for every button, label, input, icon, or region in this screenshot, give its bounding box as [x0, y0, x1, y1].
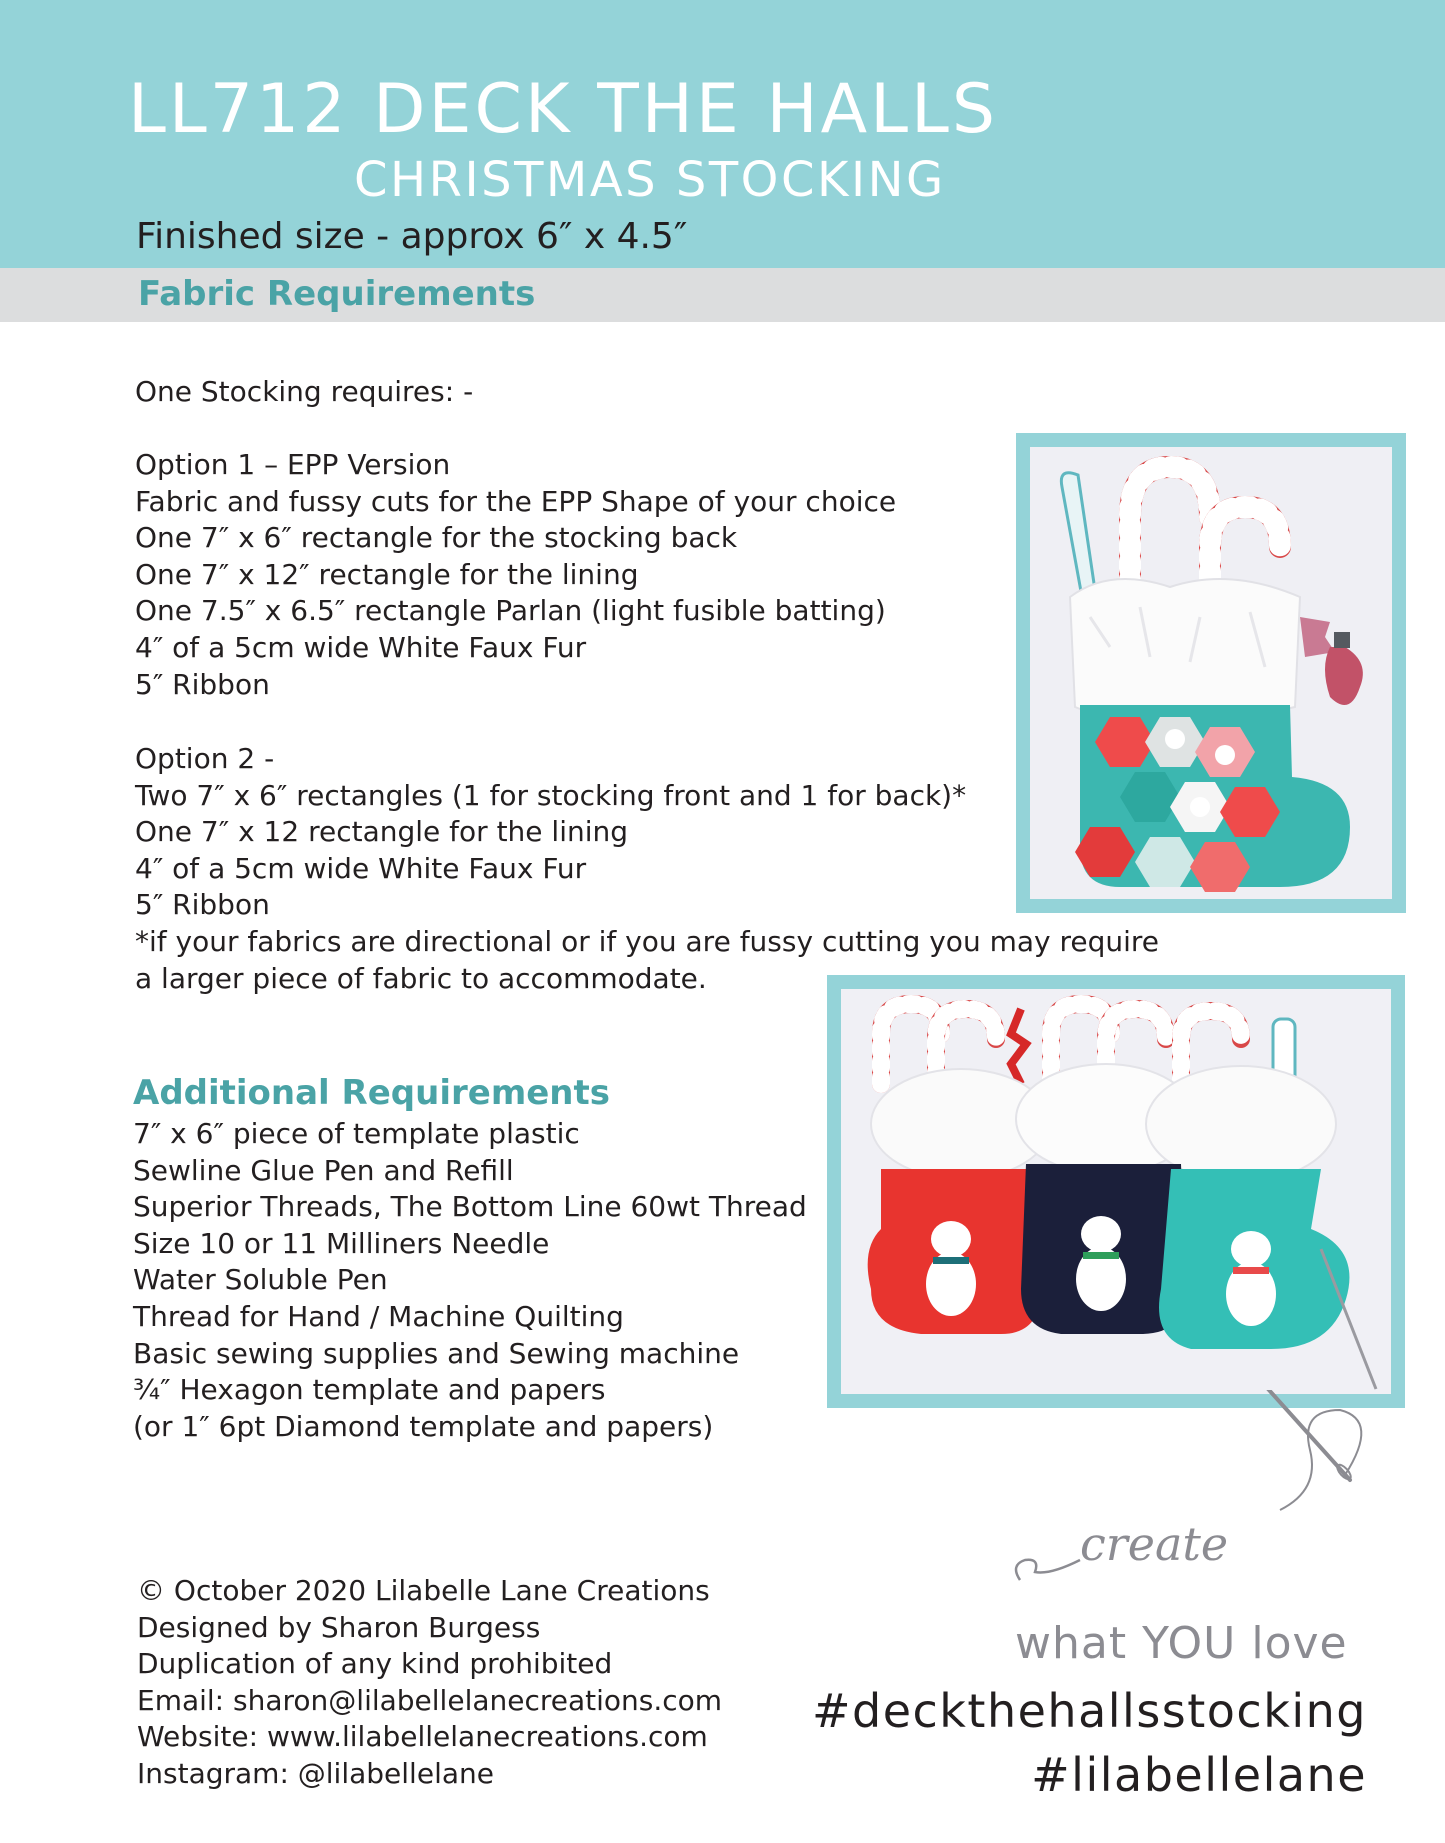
pattern-title: LL712 DECK THE HALLS [128, 70, 999, 149]
list-item: One 7.5″ x 6.5″ rectangle Parlan (light fusible batting) [135, 594, 886, 628]
list-item: Size 10 or 11 Milliners Needle [133, 1226, 550, 1260]
duplication-line: Duplication of any kind prohibited [137, 1647, 613, 1680]
photo-frame-epp-stocking [1016, 433, 1406, 913]
create-text: create [1080, 1517, 1229, 1571]
copyright-line: © October 2020 Lilabelle Lane Creations [137, 1574, 710, 1607]
designer-line: Designed by Sharon Burgess [137, 1610, 541, 1644]
list-item: One 7″ x 6″ rectangle for the stocking back [135, 521, 738, 555]
list-item: Basic sewing supplies and Sewing machine [133, 1336, 740, 1370]
list-item: Superior Threads, The Bottom Line 60wt Thread [133, 1190, 807, 1224]
list-item: 7″ x 6″ piece of template plastic [133, 1117, 580, 1150]
intro-line: One Stocking requires: - [135, 375, 474, 408]
list-item: Sewline Glue Pen and Refill [133, 1153, 514, 1187]
list-item: a larger piece of fabric to accommodate. [135, 961, 707, 995]
list-item: Water Soluble Pen [133, 1263, 388, 1297]
three-stockings-photo [841, 989, 1391, 1394]
instagram-line: Instagram: @lilabellelane [137, 1756, 494, 1790]
option1-list [135, 447, 896, 703]
list-item: 5″ Ribbon [135, 888, 270, 922]
what-you-love-text: what YOU love [1015, 1618, 1348, 1669]
intro-text [135, 374, 473, 411]
epp-stocking-illustration [1030, 447, 1392, 899]
list-item: One 7″ x 12″ rectangle for the lining [135, 557, 639, 591]
additional-requirements-heading: Additional Requirements [133, 1073, 610, 1113]
website-line: Website: www.lilabellelanecreations.com [137, 1720, 708, 1753]
list-item: 4″ of a 5cm wide White Faux Fur [135, 630, 587, 664]
hashtag-stocking: #deckthehallsstocking [811, 1684, 1367, 1738]
finished-size: Finished size - approx 6″ x 4.5″ [136, 216, 688, 257]
list-item: Two 7″ x 6″ rectangles (1 for stocking front and 1 for back)* [135, 778, 967, 812]
hashtag-lilabellelane: #lilabellelane [1031, 1748, 1367, 1802]
epp-stocking-photo [1030, 447, 1392, 899]
list-item: 5″ Ribbon [135, 667, 270, 701]
photo-frame-three-stockings [827, 975, 1405, 1408]
option2-list [135, 741, 1159, 997]
three-stockings-illustration [841, 989, 1391, 1394]
list-item: Thread for Hand / Machine Quilting [133, 1299, 624, 1333]
additional-list [133, 1116, 807, 1445]
fabric-requirements-heading: Fabric Requirements [138, 274, 536, 314]
list-item: ¾″ Hexagon template and papers [133, 1373, 606, 1407]
list-item: (or 1″ 6pt Diamond template and papers) [133, 1409, 714, 1443]
list-item: Option 2 - [135, 742, 275, 775]
email-line: Email: sharon@lilabellelanecreations.com [137, 1683, 723, 1717]
list-item: 4″ of a 5cm wide White Faux Fur [135, 851, 587, 885]
list-item: *if your fabrics are directional or if you are fussy cutting you may require [135, 924, 1160, 958]
create-tagline-graphic [1010, 1390, 1390, 1690]
list-item: Option 1 – EPP Version [135, 448, 451, 481]
list-item: One 7″ x 12 rectangle for the lining [135, 815, 629, 849]
pattern-subtitle: CHRISTMAS STOCKING [354, 152, 946, 208]
footer-credits [137, 1573, 722, 1792]
list-item: Fabric and fussy cuts for the EPP Shape of your choice [135, 484, 897, 518]
